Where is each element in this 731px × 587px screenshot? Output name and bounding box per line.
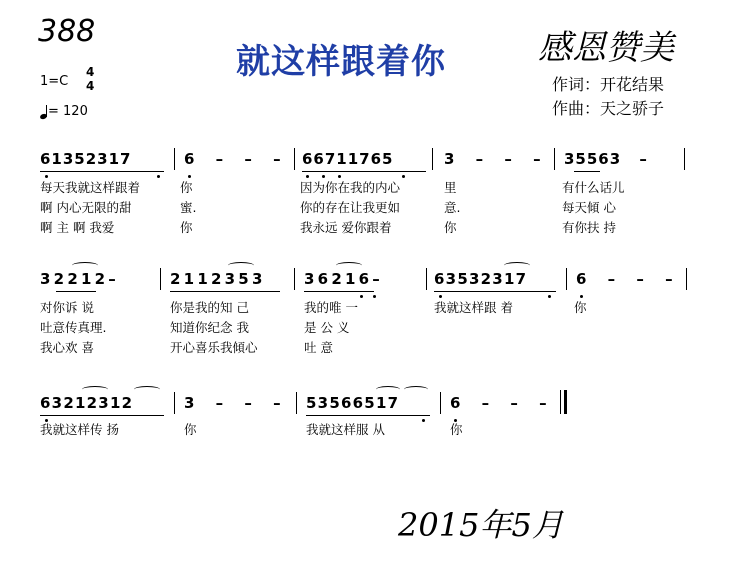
measure: 6 – – – [576,270,674,288]
lyric-verse1: 对你诉 说 [40,300,94,315]
lyric-verse3: 啊 主 啊 我爱 [40,220,115,235]
bar-line [294,148,295,170]
beam-line [40,171,164,172]
lyric-verse3: 吐 意 [304,340,333,355]
lyric-verse2: 每天傾 心 [562,200,616,215]
bar-line [426,268,427,290]
measure: 3 6 2 1 6 – [304,270,379,288]
bar-line [160,268,161,290]
bar-line [440,392,441,414]
lyric-verse2: 意. [444,200,461,215]
lyric-verse1: 你 [450,422,463,437]
lyric-verse2: 啊 内心无限的甜 [40,200,132,215]
lyric-verse1: 因为你在我的内心 [300,180,401,195]
measure: 61352317 [40,150,132,168]
measure: 6 3 2 1 2 3 1 2 [40,394,131,412]
octave-dot [402,175,405,178]
lyric-verse1: 我就这样传 扬 [40,422,119,437]
lyric-verse1: 你 [184,422,197,437]
measure: 35563 – [564,150,648,168]
song-number: 388 [38,14,96,49]
bar-line [554,148,555,170]
time-signature-bottom: 4 [86,79,95,93]
lyric-verse2: 你的存在让我更如 [300,200,401,215]
measure: 6 – – – [184,150,282,168]
beam-line [40,415,164,416]
measure: 66711765 [302,150,394,168]
slur [404,386,428,393]
beam-line [302,171,426,172]
key-signature: 1=C [40,74,69,89]
lyric-verse2: 是 公 义 [304,320,350,335]
octave-dot [360,295,363,298]
octave-dot [422,419,425,422]
bar-line [174,148,175,170]
slur [228,262,254,269]
octave-dot [548,295,551,298]
slur [72,262,98,269]
octave-dot [373,295,376,298]
lyric-verse1: 有什么话儿 [562,180,625,195]
time-signature-top: 4 [86,65,95,79]
lyric-verse1: 你 [574,300,587,315]
slur [376,386,400,393]
slur [134,386,160,393]
composer-credit: 作曲：天之骄子 [552,99,665,118]
beam-line [434,291,556,292]
lyric-verse2: 蜜. [180,200,197,215]
lyric-verse3: 有你扶 持 [562,220,616,235]
date-label: 2015年5月 [398,506,564,544]
lyric-verse1: 里 [444,180,457,195]
slur [82,386,108,393]
theme-label: 感恩赞美 [538,28,674,68]
lyric-verse3: 我永远 爱你跟着 [300,220,392,235]
lyric-verse1: 我就这样跟 着 [434,300,513,315]
bar-line [296,392,297,414]
beam-line [306,415,430,416]
bar-line [432,148,433,170]
lyric-verse1: 每天我就这样跟着 [40,180,141,195]
lyric-verse3: 你 [444,220,457,235]
beam-line [574,171,600,172]
bar-line [174,392,175,414]
final-bar-line-thick [564,390,567,414]
tempo-marking [40,104,88,119]
lyricist-credit: 作词：开花结果 [552,75,665,94]
measure: 6 3 5 3 2 3 1 7 [434,270,525,288]
tempo-value: = 120 [48,104,88,119]
measure: 3 2 2 1 2 – [40,270,115,288]
lyric-verse1: 你是我的知 己 [170,300,249,315]
lyric-verse3: 我心欢 喜 [40,340,94,355]
octave-dot [157,175,160,178]
lyric-verse3: 你 [180,220,193,235]
bar-line [566,268,567,290]
bar-line [686,268,687,290]
measure: 6 – – – [450,394,548,412]
quarter-note-icon [40,105,48,119]
beam-line [170,291,280,292]
measure: 3 – – – [444,150,542,168]
beam-line [304,291,374,292]
measure: 3 – – – [184,394,282,412]
lyric-verse1: 我就这样服 从 [306,422,385,437]
slur [336,262,362,269]
bar-line [294,268,295,290]
measure: 2 1 1 2 3 5 3 [170,270,262,288]
slur [504,262,530,269]
lyric-verse1: 我的唯 一 [304,300,358,315]
measure: 5 3 5 6 6 5 1 7 [306,394,397,412]
lyric-verse3: 开心喜乐我傾心 [170,340,258,355]
lyric-verse2: 吐意传真理. [40,320,107,335]
lyric-verse1: 你 [180,180,193,195]
lyric-verse2: 知道你纪念 我 [170,320,249,335]
beam-line [56,291,96,292]
final-bar-line [560,390,561,414]
bar-line [684,148,685,170]
song-title: 就这样跟着你 [236,42,446,82]
